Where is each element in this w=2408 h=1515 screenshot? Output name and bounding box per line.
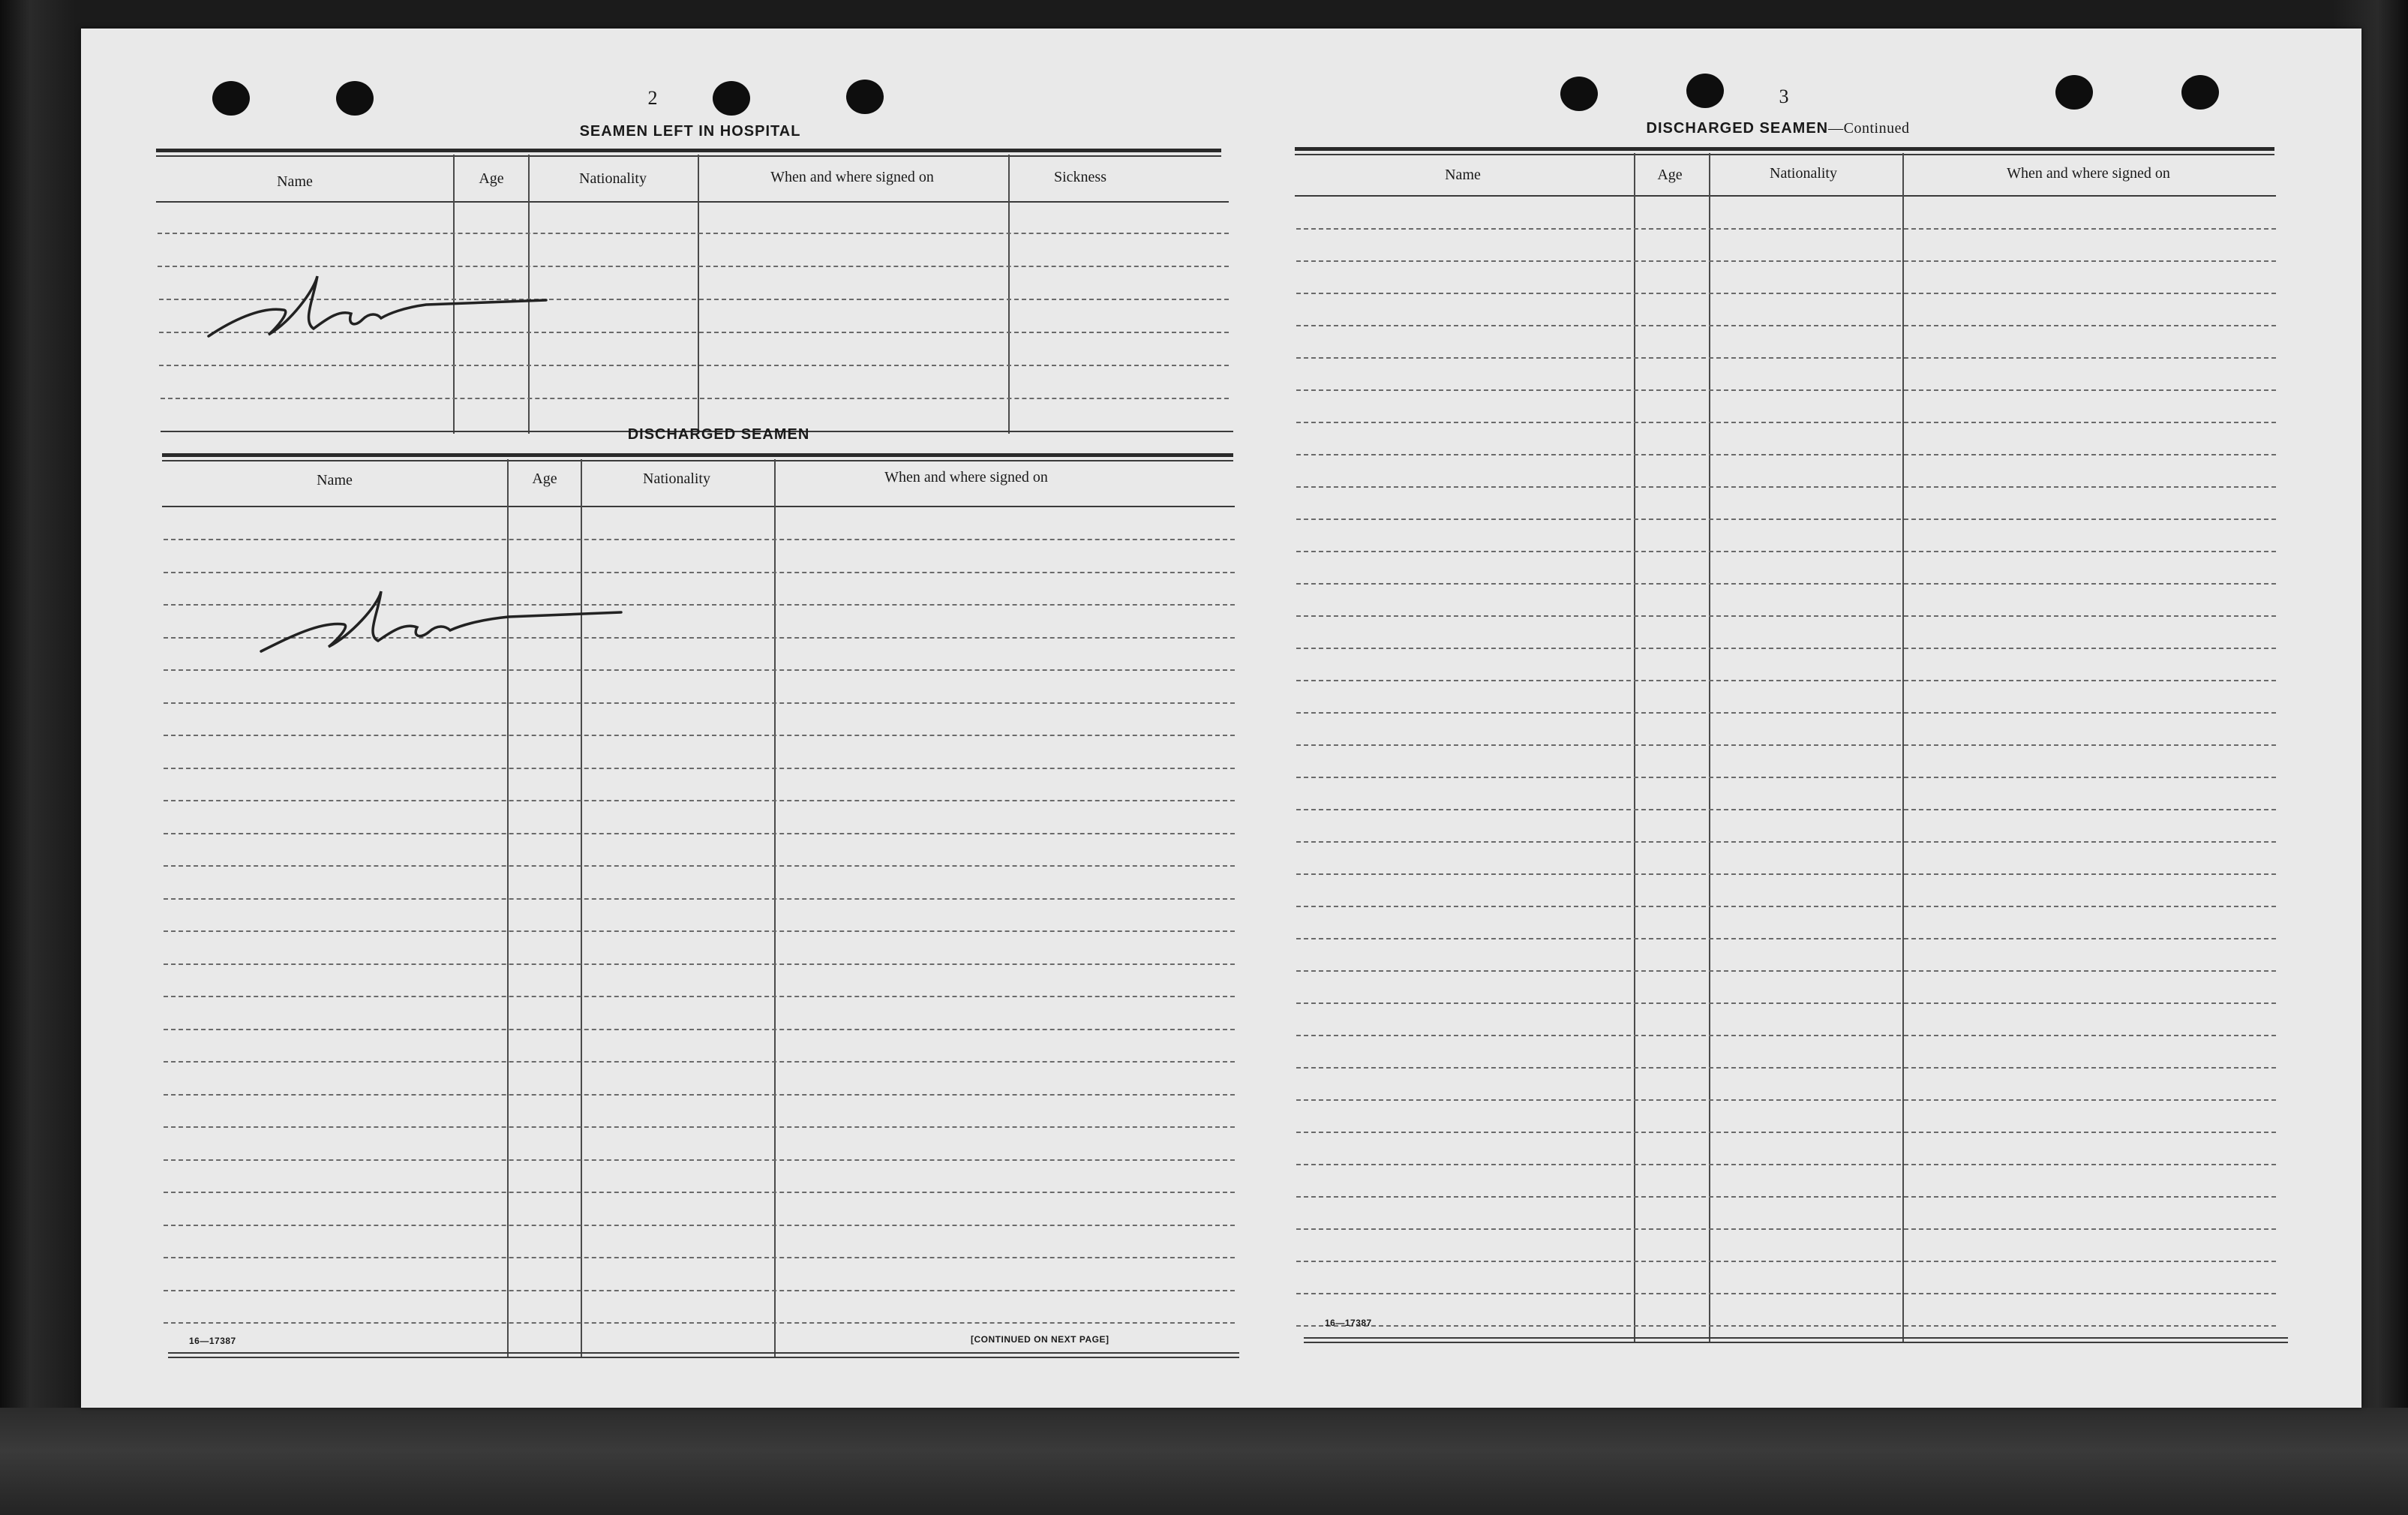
- right-section-title: [1575, 120, 1980, 137]
- right-col-age: Age: [1657, 167, 1683, 183]
- right-row-line: [1296, 389, 2276, 391]
- hospital-section-title: SEAMEN LEFT IN HOSPITAL: [579, 123, 801, 140]
- right-row-line: [1296, 680, 2276, 681]
- discharged-col-name: Name: [317, 472, 353, 488]
- left-form-code: 16—17387: [189, 1336, 236, 1346]
- hospital-row-line: [159, 365, 1229, 366]
- right-row-line: [1296, 1099, 2276, 1101]
- right-row-line: [1296, 551, 2276, 552]
- discharged-col-age: Age: [532, 470, 557, 487]
- hospital-row-line: [161, 398, 1229, 399]
- discharged-row-line: [164, 833, 1235, 834]
- punch-hole-icon: [1560, 77, 1598, 111]
- right-row-line: [1296, 325, 2276, 326]
- right-page-number: 3: [1779, 86, 1789, 107]
- right-row-line: [1296, 519, 2276, 520]
- ledger-spread: [81, 29, 2361, 1408]
- hospital-col-nationality: Nationality: [579, 170, 647, 187]
- discharged-divider: [774, 459, 776, 1357]
- hospital-row-line: [158, 233, 1229, 234]
- right-row-line: [1296, 712, 2276, 714]
- continued-note: [CONTINUED ON NEXT PAGE]: [971, 1334, 1109, 1345]
- right-row-line: [1296, 906, 2276, 907]
- right-row-line: [1296, 1261, 2276, 1262]
- right-table-top-rule: [1295, 147, 2274, 151]
- right-row-line: [1296, 228, 2276, 230]
- right-header-rule: [1295, 195, 2276, 197]
- signature-none-icon: [246, 546, 636, 666]
- right-section-title-main: DISCHARGED SEAMEN: [1646, 120, 1829, 137]
- punch-hole-icon: [2055, 75, 2093, 110]
- right-row-line: [1296, 422, 2276, 423]
- right-row-line: [1296, 293, 2276, 294]
- left-page-number: 2: [647, 87, 658, 109]
- discharged-row-line: [164, 1192, 1235, 1193]
- punch-hole-icon: [2181, 75, 2219, 110]
- right-row-line: [1296, 841, 2276, 843]
- right-row-line: [1296, 1002, 2276, 1004]
- discharged-row-line: [164, 865, 1235, 867]
- right-row-line: [1296, 1293, 2276, 1294]
- right-row-line: [1296, 486, 2276, 488]
- discharged-col-nationality: Nationality: [643, 470, 710, 487]
- hospital-col-sickness: Sickness: [1054, 169, 1106, 185]
- discharged-row-line: [164, 1094, 1235, 1096]
- discharged-row-line: [164, 1290, 1235, 1291]
- discharged-row-line: [164, 996, 1235, 997]
- scanner-bed: [0, 1408, 2408, 1515]
- right-col-nationality: Nationality: [1770, 165, 1837, 182]
- right-table-top-rule-2: [1295, 154, 2274, 155]
- right-col-when-where: When and where signed on: [2007, 165, 2170, 182]
- hospital-col-name: Name: [277, 173, 313, 190]
- signature-none-icon: [201, 239, 561, 359]
- discharged-row-line: [164, 963, 1235, 965]
- right-row-line: [1296, 615, 2276, 617]
- discharged-row-line: [164, 800, 1235, 801]
- right-section-title-suffix: —Continued: [1828, 120, 1910, 137]
- right-row-line: [1296, 744, 2276, 746]
- discharged-col-when-where: When and where signed on: [884, 469, 1048, 485]
- punch-hole-icon: [846, 80, 884, 114]
- hospital-divider: [1008, 155, 1010, 434]
- right-row-line: [1296, 1164, 2276, 1165]
- right-row-line: [1296, 260, 2276, 262]
- discharged-table-top-rule-2: [162, 460, 1233, 461]
- right-row-line: [1296, 454, 2276, 455]
- right-row-line: [1296, 970, 2276, 972]
- hospital-header-rule: [156, 201, 1229, 203]
- discharged-row-line: [164, 669, 1235, 671]
- punch-hole-icon: [713, 81, 750, 116]
- discharged-section-title: DISCHARGED SEAMEN: [627, 426, 810, 443]
- discharged-bottom-rule: [168, 1352, 1239, 1354]
- discharged-table-top-rule: [162, 453, 1233, 457]
- punch-hole-icon: [212, 81, 250, 116]
- right-row-line: [1296, 938, 2276, 939]
- discharged-header-rule: [162, 506, 1235, 507]
- discharged-row-line: [164, 735, 1235, 736]
- right-row-line: [1296, 1325, 2276, 1327]
- discharged-row-line: [164, 539, 1235, 540]
- right-row-line: [1296, 1132, 2276, 1133]
- discharged-bottom-rule-2: [168, 1357, 1239, 1358]
- hospital-table-top-rule-2: [156, 155, 1221, 157]
- discharged-row-line: [164, 930, 1235, 932]
- right-form-code: 16—17387: [1325, 1318, 1372, 1328]
- discharged-row-line: [164, 768, 1235, 769]
- punch-hole-icon: [1686, 74, 1724, 108]
- discharged-row-line: [164, 898, 1235, 900]
- hospital-col-when-where: When and where signed on: [770, 169, 934, 185]
- discharged-row-line: [164, 1257, 1235, 1258]
- right-row-line: [1296, 648, 2276, 649]
- right-bottom-rule-2: [1304, 1342, 2288, 1343]
- right-row-line: [1296, 1196, 2276, 1198]
- right-row-line: [1296, 1067, 2276, 1069]
- hospital-divider: [698, 155, 699, 434]
- discharged-row-line: [164, 1159, 1235, 1161]
- discharged-row-line: [164, 702, 1235, 704]
- right-col-name: Name: [1445, 167, 1481, 183]
- right-bottom-rule: [1304, 1337, 2288, 1339]
- discharged-row-line: [164, 1061, 1235, 1063]
- right-row-line: [1296, 1035, 2276, 1036]
- discharged-row-line: [164, 1322, 1235, 1324]
- right-row-line: [1296, 357, 2276, 359]
- hospital-col-age: Age: [479, 170, 504, 187]
- discharged-row-line: [164, 1126, 1235, 1128]
- right-row-line: [1296, 873, 2276, 875]
- right-row-line: [1296, 1228, 2276, 1230]
- discharged-row-line: [164, 1029, 1235, 1030]
- discharged-row-line: [164, 1225, 1235, 1226]
- right-row-line: [1296, 583, 2276, 585]
- right-row-line: [1296, 809, 2276, 810]
- hospital-table-top-rule: [156, 149, 1221, 152]
- punch-hole-icon: [336, 81, 374, 116]
- right-row-line: [1296, 777, 2276, 778]
